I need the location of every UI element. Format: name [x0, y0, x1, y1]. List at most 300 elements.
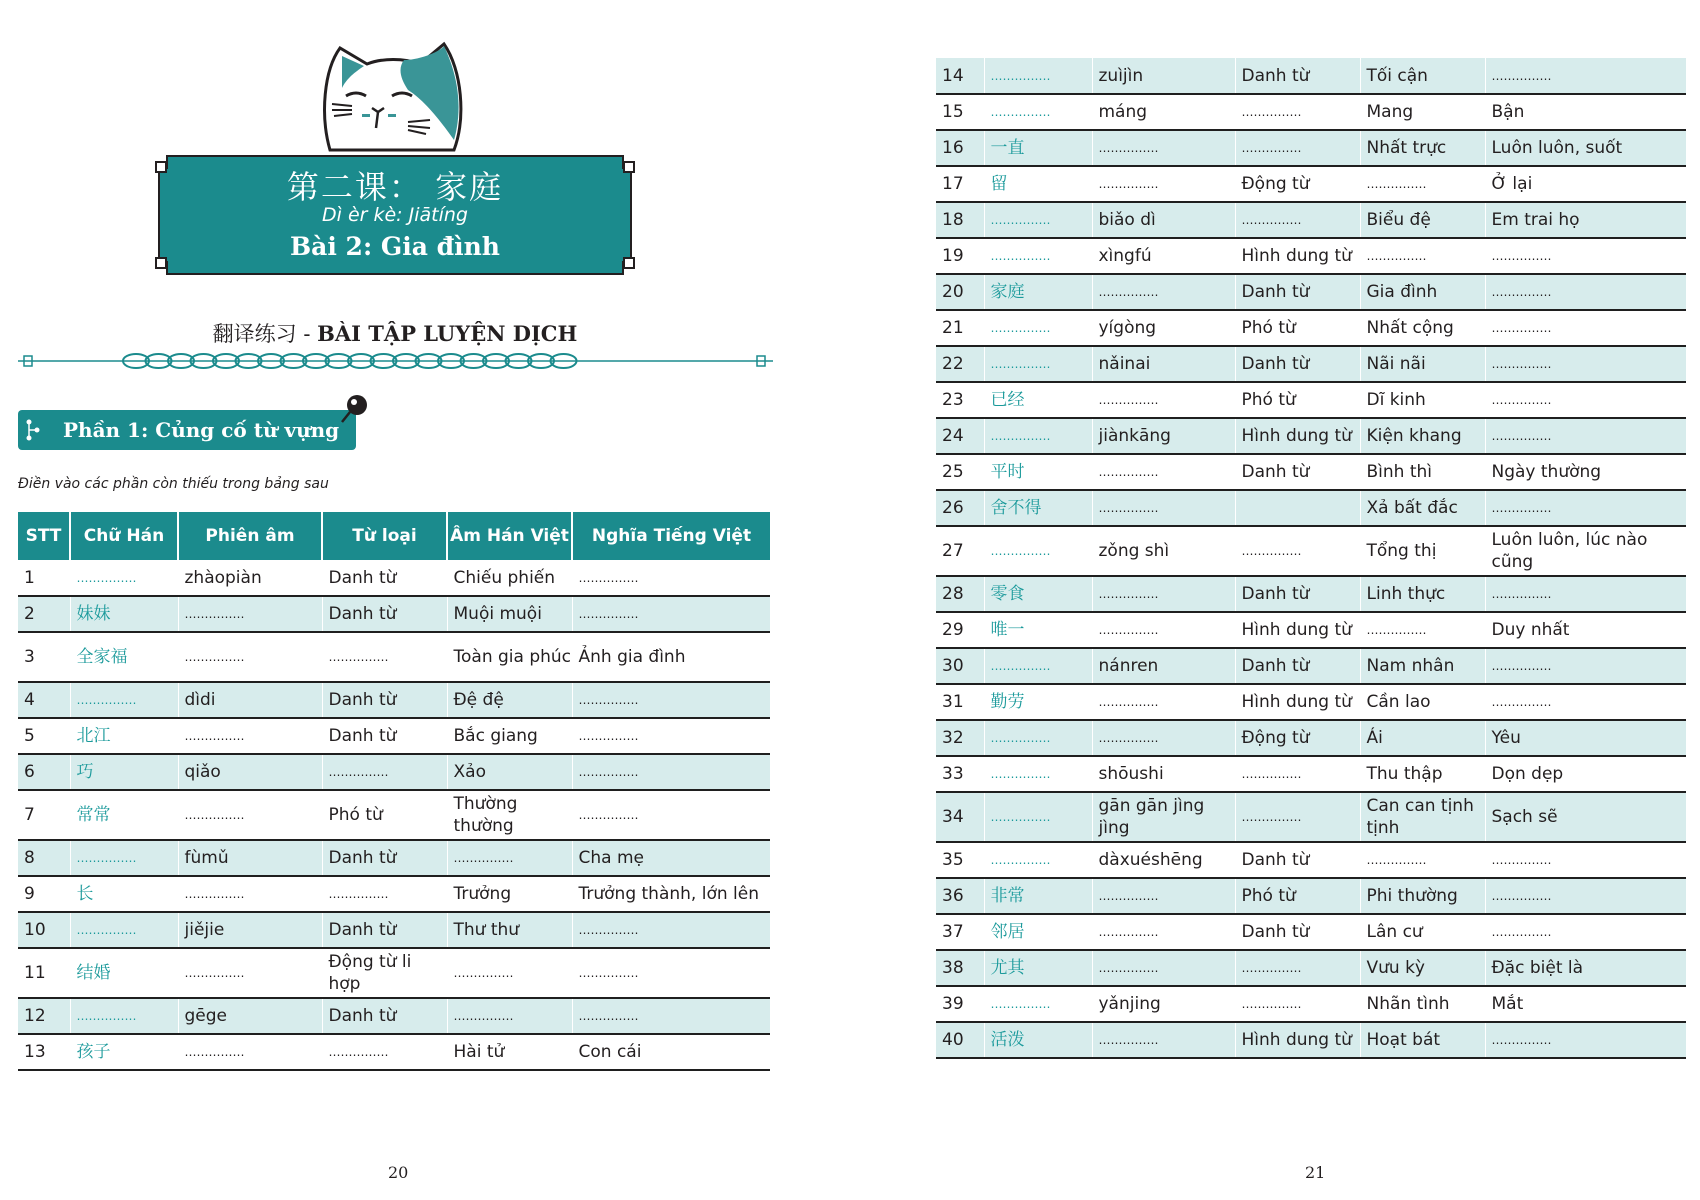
word-type-cell: Danh từ [1235, 914, 1360, 950]
meaning-cell: …………… [1485, 346, 1686, 382]
word-type-cell: …………… [1235, 526, 1360, 576]
han-viet-cell: Nãi nãi [1360, 346, 1485, 382]
hanzi-cell: 尤其 [984, 950, 1092, 986]
column-header: Âm Hán Việt [447, 512, 572, 560]
hanzi-cell: 唯一 [984, 612, 1092, 648]
hanzi-cell: 长 [70, 876, 178, 912]
han-viet-cell: Nhãn tình [1360, 986, 1485, 1022]
row-number: 21 [942, 318, 964, 338]
han-viet-cell: Thu thập [1360, 756, 1485, 792]
word-type-cell: Hình dung từ [1235, 1022, 1360, 1058]
pinyin-cell: yígòng [1092, 310, 1235, 346]
part-1-label: Phần 1: Củng cố từ vựng [63, 418, 340, 442]
cat-mascot-icon [312, 30, 472, 165]
han-viet-cell: Biểu đệ [1360, 202, 1485, 238]
row-number: 36 [942, 886, 964, 906]
meaning-cell: …………… [572, 912, 770, 948]
han-viet-cell: Tối cận [1360, 58, 1485, 94]
row-number: 5 [24, 726, 35, 746]
word-type-cell: Hình dung từ [1235, 238, 1360, 274]
pinyin-cell: zhàopiàn [178, 560, 322, 596]
table-row [936, 792, 1686, 842]
han-viet-cell: Nhất trực [1360, 130, 1485, 166]
table-row [18, 790, 770, 840]
word-type-cell: Phó từ [1235, 382, 1360, 418]
word-type-cell: Danh từ [1235, 58, 1360, 94]
meaning-cell: …………… [572, 948, 770, 998]
hanzi-cell: 勤劳 [984, 684, 1092, 720]
hanzi-cell: …………… [984, 310, 1092, 346]
hanzi-cell: 已经 [984, 382, 1092, 418]
meaning-cell: Dọn dẹp [1485, 756, 1686, 792]
han-viet-cell: Phi thường [1360, 878, 1485, 914]
hanzi-cell: …………… [984, 346, 1092, 382]
table-row [18, 1034, 770, 1070]
han-viet-cell: Dĩ kinh [1360, 382, 1485, 418]
meaning-cell: …………… [1485, 576, 1686, 612]
word-type-cell: …………… [322, 754, 447, 790]
word-type-cell: Danh từ [1235, 842, 1360, 878]
pinyin-cell: …………… [178, 876, 322, 912]
row-number: 31 [942, 692, 964, 712]
hanzi-cell: …………… [70, 682, 178, 718]
pinyin-cell: …………… [1092, 274, 1235, 310]
hanzi-cell: …………… [984, 526, 1092, 576]
table-row [936, 166, 1686, 202]
han-viet-cell: Nam nhân [1360, 648, 1485, 684]
han-viet-cell: Xảo [447, 754, 572, 790]
hanzi-cell: 妹妹 [70, 596, 178, 632]
meaning-cell: Mắt [1485, 986, 1686, 1022]
hanzi-cell: …………… [70, 998, 178, 1034]
word-type-cell: Động từ li hợp [322, 948, 447, 998]
lesson-banner [155, 152, 635, 278]
hanzi-cell: …………… [70, 840, 178, 876]
row-number: 35 [942, 850, 964, 870]
table-row [936, 418, 1686, 454]
table-row [936, 842, 1686, 878]
table-row [936, 756, 1686, 792]
word-type-cell: Hình dung từ [1235, 418, 1360, 454]
han-viet-cell: Mang [1360, 94, 1485, 130]
hanzi-cell: 孩子 [70, 1034, 178, 1070]
word-type-cell: Động từ [1235, 166, 1360, 202]
word-type-cell: …………… [1235, 756, 1360, 792]
section-title-zh: 翻译练习 - [212, 322, 318, 346]
han-viet-cell: Trưởng [447, 876, 572, 912]
pinyin-cell: dàxuéshēng [1092, 842, 1235, 878]
row-number: 26 [942, 498, 964, 518]
pinyin-cell: zǒng shì [1092, 526, 1235, 576]
pinyin-cell: fùmǔ [178, 840, 322, 876]
han-viet-cell: …………… [1360, 166, 1485, 202]
word-type-cell: Hình dung từ [1235, 684, 1360, 720]
meaning-cell: Luôn luôn, lúc nào cũng [1485, 526, 1686, 576]
row-number: 37 [942, 922, 964, 942]
word-type-cell: Danh từ [1235, 274, 1360, 310]
hanzi-cell: …………… [984, 986, 1092, 1022]
lesson-title-vi: Bài 2: Gia đình [290, 232, 500, 261]
row-number: 4 [24, 690, 35, 710]
row-number: 9 [24, 884, 35, 904]
hanzi-cell: 北江 [70, 718, 178, 754]
hanzi-cell: …………… [984, 238, 1092, 274]
pinyin-cell: …………… [1092, 382, 1235, 418]
word-type-cell: Danh từ [322, 682, 447, 718]
table-row [936, 382, 1686, 418]
table-row [18, 876, 770, 912]
hanzi-cell: …………… [984, 792, 1092, 842]
pinyin-cell: …………… [1092, 1022, 1235, 1058]
meaning-cell: …………… [572, 560, 770, 596]
pinyin-cell: …………… [1092, 612, 1235, 648]
row-number: 7 [24, 805, 35, 825]
pinyin-cell: …………… [178, 632, 322, 682]
page-number-right: 21 [1305, 1163, 1326, 1182]
row-number: 30 [942, 656, 964, 676]
pinyin-cell: …………… [1092, 454, 1235, 490]
pinyin-cell: zuìjìn [1092, 58, 1235, 94]
meaning-cell: Yêu [1485, 720, 1686, 756]
hanzi-cell: …………… [70, 560, 178, 596]
table-row [18, 596, 770, 632]
lesson-title-pinyin: Dì èr kè: Jiātíng [322, 204, 468, 226]
meaning-cell: …………… [1485, 418, 1686, 454]
row-number: 2 [24, 604, 35, 624]
grip-icon [26, 419, 40, 441]
word-type-cell: Danh từ [322, 998, 447, 1034]
meaning-cell: Đặc biệt là [1485, 950, 1686, 986]
pinyin-cell: jiějie [178, 912, 322, 948]
han-viet-cell: Vưu kỳ [1360, 950, 1485, 986]
meaning-cell: …………… [1485, 684, 1686, 720]
han-viet-cell: …………… [447, 948, 572, 998]
han-viet-cell: Đệ đệ [447, 682, 572, 718]
word-type-cell: Động từ [1235, 720, 1360, 756]
pinyin-cell: yǎnjing [1092, 986, 1235, 1022]
table-row [936, 274, 1686, 310]
word-type-cell: …………… [1235, 94, 1360, 130]
han-viet-cell: Linh thực [1360, 576, 1485, 612]
han-viet-cell: Bắc giang [447, 718, 572, 754]
pinyin-cell: …………… [1092, 878, 1235, 914]
row-number: 28 [942, 584, 964, 604]
pinyin-cell: …………… [178, 948, 322, 998]
han-viet-cell: …………… [1360, 842, 1485, 878]
hanzi-cell: 巧 [70, 754, 178, 790]
table-row [936, 576, 1686, 612]
table-row [936, 238, 1686, 274]
table-row [936, 490, 1686, 526]
table-row [936, 58, 1686, 94]
row-number: 29 [942, 620, 964, 640]
table-row [18, 682, 770, 718]
hanzi-cell: …………… [984, 720, 1092, 756]
table-row [936, 684, 1686, 720]
han-viet-cell: Hoạt bát [1360, 1022, 1485, 1058]
han-viet-cell: …………… [447, 840, 572, 876]
row-number: 12 [24, 1006, 46, 1026]
meaning-cell: …………… [1485, 238, 1686, 274]
word-type-cell: Danh từ [322, 718, 447, 754]
table-row [18, 998, 770, 1034]
han-viet-cell: Thư thư [447, 912, 572, 948]
row-number: 27 [942, 541, 964, 561]
hanzi-cell: 零食 [984, 576, 1092, 612]
pinyin-cell: jiànkāng [1092, 418, 1235, 454]
table-row [936, 950, 1686, 986]
row-number: 38 [942, 958, 964, 978]
row-number: 11 [24, 963, 46, 983]
word-type-cell: …………… [1235, 130, 1360, 166]
pinyin-cell: gēge [178, 998, 322, 1034]
table-row [18, 718, 770, 754]
table-row [936, 202, 1686, 238]
row-number: 14 [942, 65, 964, 86]
hanzi-cell: 一直 [984, 130, 1092, 166]
table-row [936, 914, 1686, 950]
vocab-table-left [18, 512, 770, 1071]
meaning-cell: …………… [1485, 382, 1686, 418]
han-viet-cell: Xả bất đắc [1360, 490, 1485, 526]
word-type-cell: …………… [1235, 950, 1360, 986]
han-viet-cell: Kiện khang [1360, 418, 1485, 454]
meaning-cell: …………… [1485, 490, 1686, 526]
word-type-cell: Phó từ [1235, 878, 1360, 914]
han-viet-cell: Thường thường [447, 790, 572, 840]
pinyin-cell: …………… [1092, 950, 1235, 986]
table-row [936, 612, 1686, 648]
pinyin-cell: máng [1092, 94, 1235, 130]
table-row [18, 948, 770, 998]
instruction-text: Điền vào các phần còn thiếu trong bảng sau [18, 476, 329, 492]
hanzi-cell: 留 [984, 166, 1092, 202]
pinyin-cell: biǎo dì [1092, 202, 1235, 238]
word-type-cell: Phó từ [322, 790, 447, 840]
han-viet-cell: Chiếu phiến [447, 560, 572, 596]
han-viet-cell: Bình thì [1360, 454, 1485, 490]
section-title [0, 318, 790, 348]
row-number: 32 [942, 728, 964, 748]
table-row [936, 346, 1686, 382]
meaning-cell: …………… [1485, 648, 1686, 684]
word-type-cell: Danh từ [1235, 346, 1360, 382]
pinyin-cell: …………… [178, 790, 322, 840]
row-number: 10 [24, 920, 46, 940]
column-header: Chữ Hán [70, 512, 178, 560]
table-row [936, 986, 1686, 1022]
row-number: 23 [942, 390, 964, 410]
hanzi-cell: …………… [984, 756, 1092, 792]
row-number: 24 [942, 426, 964, 446]
column-header: Từ loại [322, 512, 447, 560]
pinyin-cell: qiǎo [178, 754, 322, 790]
ornamental-divider [18, 348, 773, 374]
row-number: 18 [942, 210, 964, 230]
pinyin-cell: …………… [1092, 720, 1235, 756]
meaning-cell: Ảnh gia đình [572, 632, 770, 682]
hanzi-cell: 家庭 [984, 274, 1092, 310]
han-viet-cell: Tổng thị [1360, 526, 1485, 576]
hanzi-cell: 活泼 [984, 1022, 1092, 1058]
meaning-cell: …………… [1485, 58, 1686, 94]
row-number: 33 [942, 764, 964, 784]
han-viet-cell: Toàn gia phúc [447, 632, 572, 682]
pinyin-cell: nánren [1092, 648, 1235, 684]
word-type-cell: …………… [322, 1034, 447, 1070]
hanzi-cell: …………… [984, 842, 1092, 878]
pinyin-cell: …………… [1092, 130, 1235, 166]
table-row [18, 912, 770, 948]
hanzi-cell: …………… [70, 912, 178, 948]
meaning-cell: …………… [572, 998, 770, 1034]
pinyin-cell: xìngfú [1092, 238, 1235, 274]
word-type-cell: Danh từ [322, 560, 447, 596]
table-row [936, 454, 1686, 490]
word-type-cell: Danh từ [1235, 648, 1360, 684]
meaning-cell: Luôn luôn, suốt [1485, 130, 1686, 166]
row-number: 40 [942, 1030, 964, 1050]
row-number: 19 [942, 246, 964, 266]
meaning-cell: Trưởng thành, lớn lên [572, 876, 770, 912]
meaning-cell: Em trai họ [1485, 202, 1686, 238]
row-number: 16 [942, 138, 964, 158]
word-type-cell: Danh từ [322, 840, 447, 876]
han-viet-cell: …………… [1360, 238, 1485, 274]
meaning-cell: …………… [1485, 274, 1686, 310]
meaning-cell: …………… [1485, 914, 1686, 950]
meaning-cell: …………… [572, 790, 770, 840]
meaning-cell: Duy nhất [1485, 612, 1686, 648]
table-row [936, 878, 1686, 914]
pinyin-cell: …………… [1092, 166, 1235, 202]
meaning-cell: Cha mẹ [572, 840, 770, 876]
meaning-cell: …………… [572, 718, 770, 754]
meaning-cell: …………… [572, 682, 770, 718]
meaning-cell: Ở lại [1485, 166, 1686, 202]
table-row [18, 754, 770, 790]
hanzi-cell: 结婚 [70, 948, 178, 998]
pinyin-cell: …………… [1092, 684, 1235, 720]
section-title-vi: BÀI TẬP LUYỆN DỊCH [317, 321, 578, 346]
part-1-tag [18, 410, 356, 450]
table-row [936, 648, 1686, 684]
hanzi-cell: …………… [984, 94, 1092, 130]
hanzi-cell: 全家福 [70, 632, 178, 682]
pinyin-cell: nǎinai [1092, 346, 1235, 382]
word-type-cell: …………… [322, 632, 447, 682]
han-viet-cell: Cần lao [1360, 684, 1485, 720]
word-type-cell: Hình dung từ [1235, 612, 1360, 648]
hanzi-cell: …………… [984, 58, 1092, 94]
lesson-title-zh: 第二课： 家庭 [286, 168, 504, 206]
han-viet-cell: Ái [1360, 720, 1485, 756]
word-type-cell: …………… [1235, 202, 1360, 238]
meaning-cell: …………… [1485, 842, 1686, 878]
pinyin-cell: …………… [1092, 914, 1235, 950]
row-number: 8 [24, 848, 35, 868]
row-number: 6 [24, 762, 35, 782]
pinyin-cell: …………… [178, 596, 322, 632]
row-number: 34 [942, 807, 964, 827]
pinyin-cell: …………… [178, 1034, 322, 1070]
row-number: 20 [942, 282, 964, 302]
right-page [850, 0, 1700, 1200]
han-viet-cell: Lân cư [1360, 914, 1485, 950]
column-header: STT [18, 512, 70, 560]
hanzi-cell: 非常 [984, 878, 1092, 914]
pinyin-cell: dìdi [178, 682, 322, 718]
row-number: 15 [942, 102, 964, 122]
word-type-cell: …………… [322, 876, 447, 912]
word-type-cell: Danh từ [322, 912, 447, 948]
pinyin-cell: …………… [178, 718, 322, 754]
page-number-left: 20 [388, 1163, 409, 1182]
row-number: 3 [24, 647, 35, 667]
pinyin-cell: …………… [1092, 490, 1235, 526]
hanzi-cell: …………… [984, 418, 1092, 454]
word-type-cell: Danh từ [1235, 454, 1360, 490]
meaning-cell: …………… [1485, 310, 1686, 346]
meaning-cell: …………… [572, 754, 770, 790]
column-header: Phiên âm [178, 512, 322, 560]
table-row [936, 94, 1686, 130]
row-number: 13 [24, 1042, 46, 1062]
meaning-cell: Bận [1485, 94, 1686, 130]
meaning-cell: …………… [1485, 1022, 1686, 1058]
word-type-cell: Danh từ [1235, 576, 1360, 612]
word-type-cell [1235, 490, 1360, 526]
table-row [18, 560, 770, 596]
han-viet-cell: Can can tịnh tịnh [1360, 792, 1485, 842]
pinyin-cell: shōushi [1092, 756, 1235, 792]
meaning-cell: Con cái [572, 1034, 770, 1070]
row-number: 22 [942, 354, 964, 374]
hanzi-cell: 舍不得 [984, 490, 1092, 526]
han-viet-cell: …………… [1360, 612, 1485, 648]
hanzi-cell: 邻居 [984, 914, 1092, 950]
pinyin-cell: gān gān jìng jìng [1092, 792, 1235, 842]
row-number: 25 [942, 462, 964, 482]
row-number: 1 [24, 567, 35, 588]
table-row [936, 310, 1686, 346]
pinyin-cell: …………… [1092, 576, 1235, 612]
table-row [936, 1022, 1686, 1058]
word-type-cell: …………… [1235, 792, 1360, 842]
word-type-cell: Phó từ [1235, 310, 1360, 346]
meaning-cell: …………… [1485, 878, 1686, 914]
hanzi-cell: 平时 [984, 454, 1092, 490]
word-type-cell: …………… [1235, 986, 1360, 1022]
han-viet-cell: Gia đình [1360, 274, 1485, 310]
table-row [18, 632, 770, 682]
table-row [936, 130, 1686, 166]
column-header: Nghĩa Tiếng Việt [572, 512, 770, 560]
han-viet-cell: …………… [447, 998, 572, 1034]
hanzi-cell: 常常 [70, 790, 178, 840]
pushpin-icon [340, 394, 368, 424]
meaning-cell: Sạch sẽ [1485, 792, 1686, 842]
table-row [18, 840, 770, 876]
han-viet-cell: Nhất cộng [1360, 310, 1485, 346]
vocab-table-right [936, 58, 1686, 1059]
meaning-cell: Ngày thường [1485, 454, 1686, 490]
row-number: 39 [942, 994, 964, 1014]
table-row [936, 720, 1686, 756]
hanzi-cell: …………… [984, 648, 1092, 684]
han-viet-cell: Hài tử [447, 1034, 572, 1070]
row-number: 17 [942, 174, 964, 194]
